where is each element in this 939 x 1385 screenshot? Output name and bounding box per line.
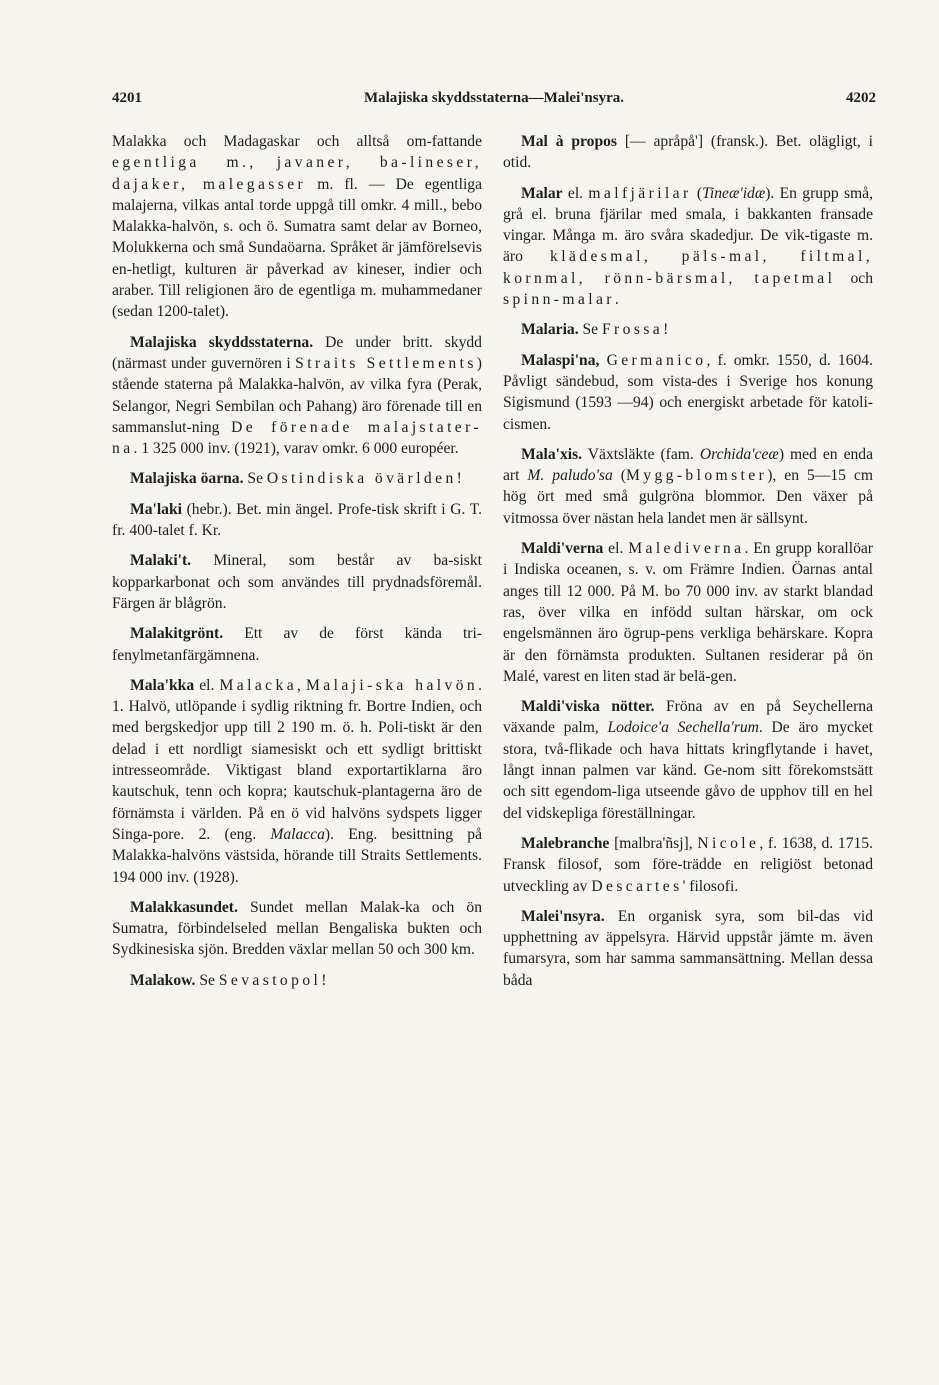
entry-text: [— apråpå'] (fransk.). Bet. olägligt, i otid. (503, 133, 874, 172)
entry-text: ). Eng. besittning på Malakka-halvöns västsida, hörande till Straits Settlements. 194 000 inv. (1928). (112, 825, 482, 886)
spaced-term: Malediverna (628, 540, 745, 558)
entry-headword: Malaki't. (130, 552, 192, 570)
entry-headword: Malei'nsyra. (521, 907, 605, 925)
spaced-term: spinn-malar (503, 291, 615, 309)
entry-maleinsyra (503, 906, 873, 991)
entry-text: Ett av de först kända tri-fenylmetanfärgämnena. (112, 625, 482, 664)
entry-text: ( (612, 467, 626, 485)
entry-malajiska-oarna (112, 468, 482, 489)
italic-term: Lodoice'a Sechella'rum (607, 719, 759, 737)
entry-text: ( (691, 184, 703, 202)
entry-headword: Maldi'verna (521, 540, 604, 558)
page-number-right: 4202 (846, 90, 876, 106)
entry-text (599, 352, 606, 369)
entry-text: . 1. Halvö, utlöpande i sydlig riktning fr. Bortre Indien, och med bergskedjor upp till 2 190 m. ö. h. Poli-tiskt är den delad i ett nordligt siamesiskt och ett sydligt brittiskt intresseområde. Viktigast bland exportartiklarna äro kautschuk, tenn och kopra; kautschuk-plantagerna äro de förnämsta i världen. På en ö vid halvöns sydspets ligger Singa-pore. 2. (eng. (112, 676, 483, 843)
entry-headword: Malaria. (521, 321, 579, 339)
cross-reference: Frossa (601, 321, 664, 339)
spaced-term: De förenade malajstater-na (112, 418, 483, 458)
entry-headword: Malar (521, 184, 563, 202)
spaced-term: Descartes (591, 877, 683, 895)
entry-text: el. (603, 540, 629, 558)
spaced-term: klädesmal, päls-mal, filtmal, kornmal, rönn-bärsmal, tapetmal (503, 248, 873, 287)
page-number-left: 4201 (112, 90, 142, 106)
page-header (112, 90, 876, 114)
entry-malaspina (503, 350, 873, 435)
entry-headword: Maldi'viska nötter. (521, 698, 655, 716)
entry-text: Fröna av en på Seychellerna växande palm, (503, 698, 873, 737)
entry-text: Mineral, som består av ba-siskt kopparkarbonat och som användes till prydnadsföremål. Färgen är blågrön. (112, 552, 482, 612)
entry-text: el. (562, 184, 589, 202)
cross-reference: Ostindiska övärlden (266, 470, 457, 488)
entry-text: Se (578, 321, 602, 339)
entry-malar (503, 183, 873, 311)
spaced-term: Mygg-blomster (625, 467, 768, 485)
running-title: Malajiska skyddsstaterna—Malei'nsyra. (363, 90, 624, 106)
italic-term: Malacca (270, 825, 325, 843)
entry-text: . De äro mycket stora, två-flikade och hava hittats kringflytande i havet, långt innan palmen var känd. Ge-nom sitt förekomstsätt och sitt egendom-liga utseende gåvo de upphov till en hel del vidskepliga föreställningar. (503, 719, 873, 822)
entry-text: (hebr.). Bet. min ängel. Profe-tisk skrift i G. T. fr. 400-talet f. Kr. (112, 500, 482, 540)
entry-text: el. (194, 676, 220, 694)
right-column (503, 131, 873, 1000)
spaced-term: javaner, ba-lineser, dajaker, malegasser (112, 154, 482, 193)
entry-text: ), en 5—15 cm hög ört med små gulgröna blommor. Den växer på vitmossa över nästan hela landet men är sällsynt. (503, 467, 873, 527)
entry-malakkasundet (112, 897, 482, 961)
entry-text: , f. 1638, d. 1715. Fransk filosof, som före-trädde en religiöst betonad utveckling av (503, 834, 873, 895)
entry-malakow (112, 970, 482, 991)
entry-maldiviska-notter (503, 696, 873, 824)
italic-term: M. paludo'sa (527, 467, 613, 485)
spaced-term: Malaji-ska halvön (306, 676, 479, 694)
entry-text: ' filosofi. (682, 877, 739, 895)
entry-text: Växtsläkte (fam. (582, 445, 700, 463)
entry-maldiverna (503, 538, 873, 687)
entry-text: , f. omkr. 1550, d. 1604. Påvligt sändebud, som vista-des i Sverige hos konung Sigismund (1593 —94) och energiskt arbetade för katoli-cismen. (503, 351, 873, 433)
entry-text: . En grupp korallöar i Indiska oceanen, s. v. om Främre Indien. Öarnas antal anges till 12 000. På M. bo 70 000 inv. av starkt blandad ras, över vilka en infödd sultan härskar, om ock engelsmännen äro ögrup-pens verkliga behärskare. Kopra är den förnämsta produkten. Sultanen residerar på ön Malé, varest en liten stad är belä-gen. (503, 540, 873, 685)
entry-continuation (112, 131, 482, 323)
spaced-term: Nicole (697, 834, 760, 852)
entry-text: ). En grupp små, grå el. bruna fjärilar med smala, i bakkanten fransade vingar. Många m. äro svåra skadedjur. De vik-tigaste m. äro (503, 184, 873, 266)
entry-malaxis (503, 444, 873, 529)
entry-text: , (297, 676, 307, 694)
entry-headword: Mal à propos (521, 133, 617, 150)
entry-malajiska-skyddsstaterna (112, 332, 482, 460)
entry-headword: Malajiska öarna. (130, 470, 244, 488)
entry-headword: Malakkasundet. (130, 898, 238, 916)
entry-malakitgront (112, 623, 482, 666)
entry-headword: Mala'kka (130, 676, 195, 694)
spaced-term: egentliga m. (112, 154, 250, 172)
entry-text: Sundet mellan Malak-ka och ön Sumatra, förbindelseled mellan Bengaliska bukten och Sydkinesiska sjön. Bredden växlar mellan 50 och 300 km. (112, 898, 482, 959)
entry-headword: Ma'laki (130, 500, 182, 518)
spaced-term: malfjärilar (588, 184, 692, 202)
entry-text: m. fl. — De egentliga malajerna, vilkas antal torde uppgå till omkr. 4 mill., bebo Malakka-halvön, s. och ö. Sumatra samt delar av Borneo, Molukkerna och små Sundaöarna. Språket är jämförelsevis en-hetligt, kulturen är påverkad av kineser, indier och araber. Till religionen äro de egentliga m. muhammedaner (sedan 1200-talet). (112, 175, 483, 321)
entry-headword: Mala'xis. (521, 445, 583, 463)
italic-term: Orchida'ceæ (699, 445, 779, 463)
entry-malakit (112, 550, 482, 614)
entry-text: Malakka och Madagaskar och alltså om-fattande (112, 133, 482, 150)
entry-headword: Malaspi'na, (521, 351, 600, 369)
entry-headword: Malakitgrönt. (130, 625, 224, 643)
spaced-term: Malacka (219, 676, 298, 694)
entry-text: ! (321, 971, 327, 989)
left-column (112, 131, 482, 1000)
entry-text: En organisk syra, som bil-das vid upphettning av äppelsyra. Härvid uppstår jämte m. även fumarsyra, som har samma sammansättning. Mellan dessa båda (503, 907, 873, 989)
entry-text: Se (243, 470, 267, 488)
entry-text: De under britt. skydd (närmast under guvernören i (112, 333, 482, 372)
entry-text: . (614, 291, 619, 309)
entry-text: [malbra'ñsj], (609, 834, 698, 852)
italic-term: Tineæ'idæ (702, 184, 766, 202)
entry-malaria (503, 319, 873, 340)
entry-text: ) med en enda art (503, 445, 874, 485)
spaced-term: Straits Settlements (295, 354, 477, 372)
entry-headword: Malajiska skyddsstaterna. (130, 333, 314, 351)
entry-malebranche (503, 833, 873, 897)
entry-text: ! (663, 321, 669, 339)
entry-text: , (249, 154, 277, 172)
entry-text: ! (456, 470, 462, 488)
cross-reference: Sevastopol (218, 971, 322, 989)
entry-text: . 1 325 000 inv. (1921), varav omkr. 6 000 européer. (133, 440, 459, 458)
entry-headword: Malebranche (521, 834, 610, 852)
entry-malakka (112, 675, 482, 888)
entry-text: ) stående staterna på Malakka-halvön, av vilka fyra (Perak, Selangor, Negri Sembilan och Pahang) äro förenade till en sammanslut-ning (112, 354, 482, 436)
entry-text: Se (195, 971, 219, 989)
entry-malaki (112, 499, 482, 542)
spaced-term: Germanico (606, 351, 707, 369)
entry-text: och (835, 269, 873, 287)
entry-mal-a-propos (503, 131, 873, 174)
entry-headword: Malakow. (130, 971, 196, 989)
